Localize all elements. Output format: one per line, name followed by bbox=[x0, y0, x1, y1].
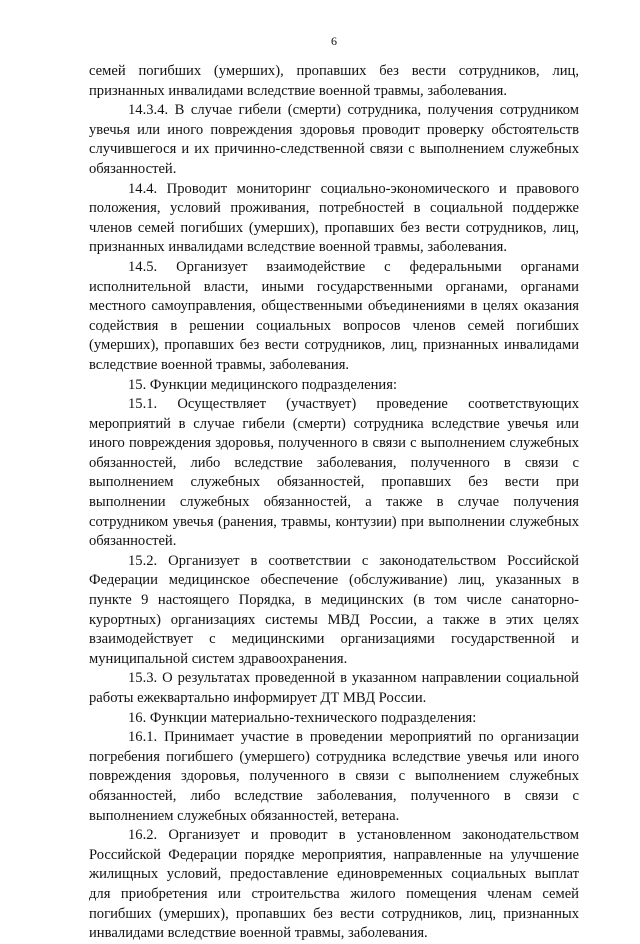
paragraph-14-5: 14.5. Организует взаимодействие с федеральными органами исполнительной власти, иными государственными органами, органами местного самоуправления, общественными объединениями в целях оказания содействия в решении социальных вопросов членов семей погибших (умерших), пропавших без вести сотрудников, лиц, признанных инвалидами вследствие военной травмы, заболевания. bbox=[89, 258, 579, 373]
paragraph-continuation: семей погибших (умерших), пропавших без вести сотрудников, лиц, признанных инвалидами вследствие военной травмы, заболевания. bbox=[89, 63, 579, 99]
page-number: 6 bbox=[331, 34, 337, 48]
document-body bbox=[89, 62, 579, 944]
paragraph-16-1: 16.1. Принимает участие в проведении мероприятий по организации погребения погибшего (умершего) сотрудника вследствие увечья или иного повреждения здоровья, полученного в связи с выполнением служебных обязанностей, либо вследствие заболевания, полученного в связи с выполнением служебных обязанностей, ветерана. bbox=[89, 729, 579, 824]
paragraph-15-2: 15.2. Организует в соответствии с законодательством Российской Федерации медицинское обеспечение (обслуживание) лиц, указанных в пункте 9 настоящего Порядка, в медицинских (в том числе санаторно-курортных) организациях системы МВД России, а также в этих целях взаимодействует с медицинскими организациями государственной и муниципальной систем здравоохранения. bbox=[89, 552, 579, 667]
paragraph-14-3-4: 14.3.4. В случае гибели (смерти) сотрудника, получения сотрудником увечья или иного повреждения здоровья проводит проверку обстоятельств случившегося и их причинно-следственной связи с выполнением служебных обязанностей. bbox=[89, 102, 579, 177]
paragraph-16-2: 16.2. Организует и проводит в установленном законодательством Российской Федерации порядке мероприятия, направленные на улучшение жилищных условий, предоставление единовременных социальных выплат для приобретения или строительства жилого помещения членам семей погибших (умерших), пропавших без вести сотрудников, лиц, признанных инвалидами вследствие военной травмы, заболевания. bbox=[89, 827, 579, 942]
paragraph-15-3: 15.3. О результатах проведенной в указанном направлении социальной работы ежеквартально информирует ДТ МВД России. bbox=[89, 670, 579, 706]
section-15-heading: 15. Функции медицинского подразделения: bbox=[128, 376, 398, 393]
paragraph-14-4: 14.4. Проводит мониторинг социально-экономического и правового положения, условий проживания, потребностей в социальной поддержке членов семей погибших (умерших), пропавших без вести сотрудников, лиц, признанных инвалидами вследствие военной травмы, заболевания. bbox=[89, 180, 579, 256]
paragraph-15-1: 15.1. Осуществляет (участвует) проведение соответствующих мероприятий в случае гибели (смерти) сотрудника вследствие увечья или иного повреждения здоровья, полученного в связи с выполнением служебных обязанностей, либо вследствие заболевания, полученного в связи с выполнением служебных обязанностей, пропавших без вести при выполнении служебных обязанностей, а также в случае получения сотрудником увечья (ранения, травмы, контузии) при выполнении служебных обязанностей. bbox=[89, 396, 579, 550]
section-16-heading: 16. Функции материально-технического подразделения: bbox=[128, 709, 477, 726]
